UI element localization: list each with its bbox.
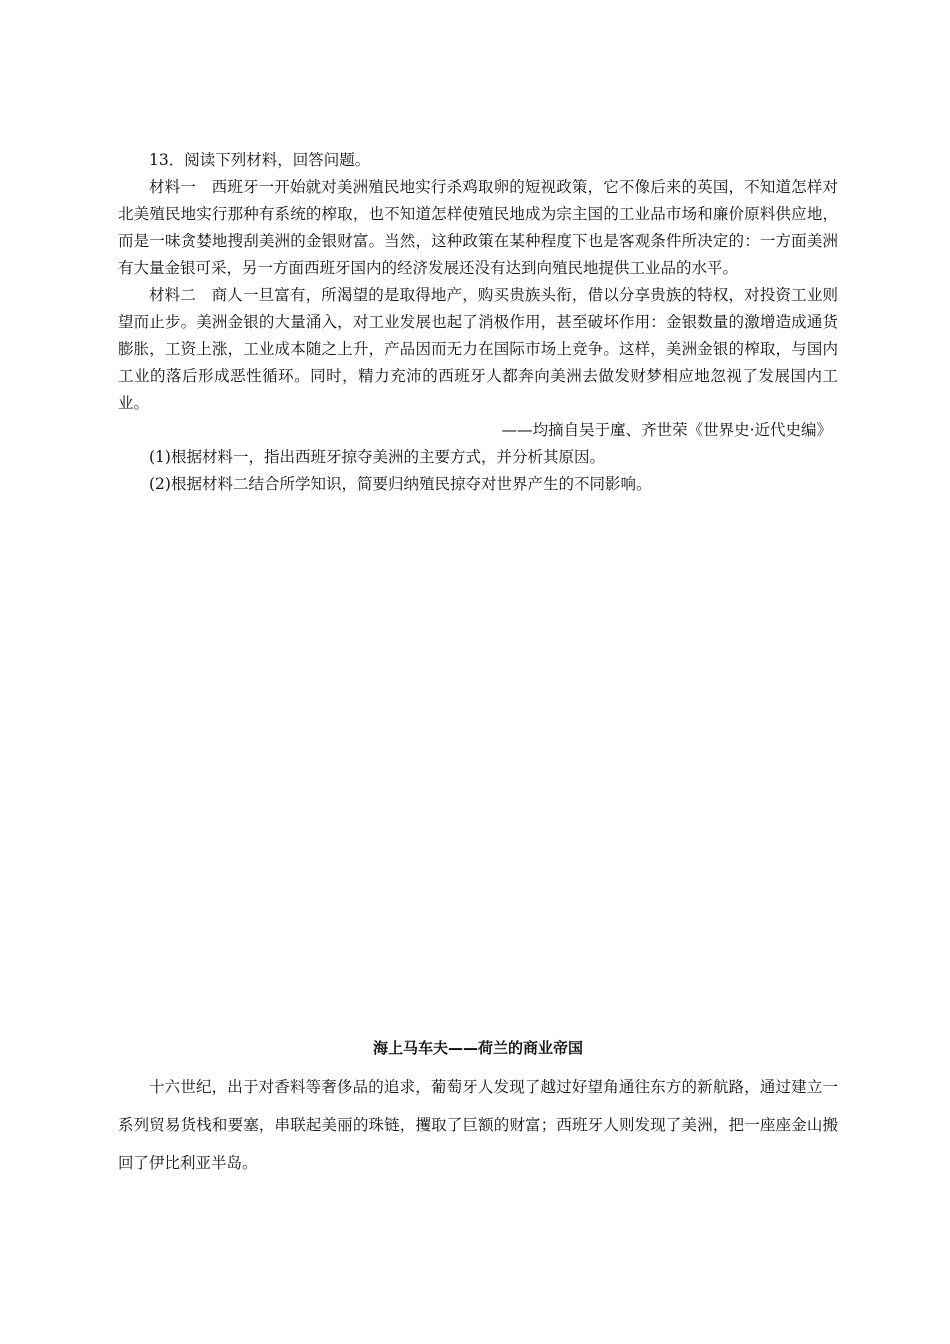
question-13 bbox=[118, 147, 838, 498]
question-heading: 13．阅读下列材料，回答问题。 bbox=[149, 151, 371, 169]
material-one: 材料一 西班牙一开始就对美洲殖民地实行杀鸡取卵的短视政策，它不像后来的英国，不知道怎样对北美殖民地实行那种有系统的榨取，也不知道怎样使殖民地成为宗主国的工业品市场和廉价原料供应地，而是一味贪婪地搜刮美洲的金银财富。当然，这种政策在某种程度下也是客观条件所决定的：一方面美洲有大量金银可采，另一方面西班牙国内的经济发展还没有达到向殖民地提供工业品的水平。 bbox=[118, 178, 838, 277]
article-body: 十六世纪，出于对香料等奢侈品的追求，葡萄牙人发现了越过好望角通往东方的新航路，通过建立一系列贸易货栈和要塞，串联起美丽的珠链，攫取了巨额的财富；西班牙人则发现了美洲，把一座座金山搬回了伊比利亚半岛。 bbox=[118, 1078, 838, 1172]
source-citation: ——均摘自吴于廑、齐世荣《世界史·近代史编》 bbox=[501, 421, 832, 439]
sub-question-1: (1)根据材料一，指出西班牙掠夺美洲的主要方式，并分析其原因。 bbox=[149, 448, 605, 466]
material-two: 材料二 商人一旦富有，所渴望的是取得地产，购买贵族头衔，借以分享贵族的特权，对投资工业则望而止步。美洲金银的大量涌入，对工业发展也起了消极作用，甚至破坏作用：金银数量的激增造成通货膨胀，工资上涨，工业成本随之上升，产品因而无力在国际市场上竞争。这样，美洲金银的榨取，与国内工业的落后形成恶性循环。同时，精力充沛的西班牙人都奔向美洲去做发财梦相应地忽视了发展国内工业。 bbox=[118, 286, 838, 412]
sub-question-2: (2)根据材料二结合所学知识，简要归纳殖民掠夺对世界产生的不同影响。 bbox=[149, 475, 652, 493]
article-title: 海上马车夫——荷兰的商业帝国 bbox=[372, 1039, 583, 1057]
